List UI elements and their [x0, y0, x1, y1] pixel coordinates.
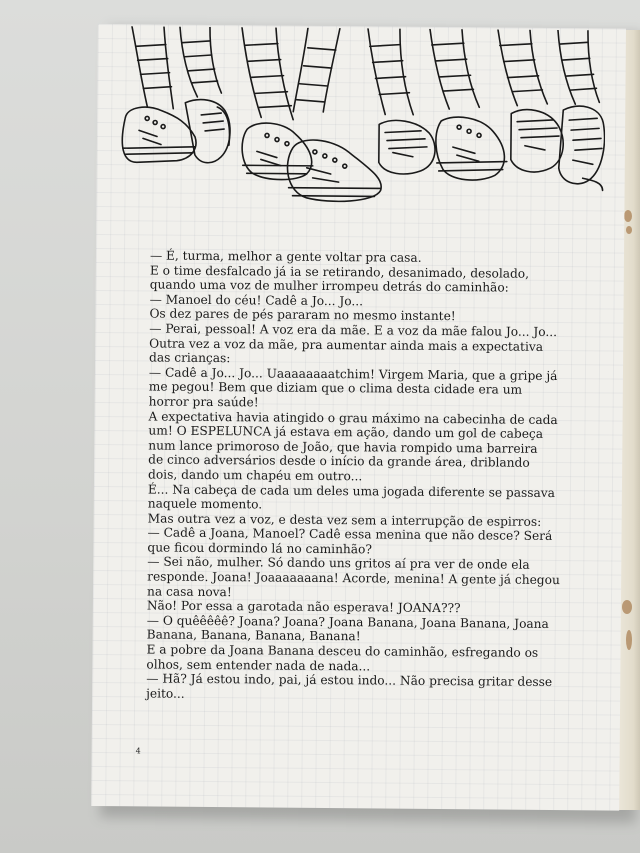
text-line: olhos, sem entender nada de nada...: [146, 657, 371, 674]
text-line: — O quêêêêê? Joana? Joana? Joana Banana, Joana Banana, Joana: [146, 613, 549, 631]
stain-mark: [626, 630, 632, 650]
stain-mark: [622, 600, 632, 614]
text-line: — Manoel do céu! Cadê a Jo... Jo...: [149, 292, 364, 309]
text-line: — É, turma, melhor a gente voltar pra casa.: [149, 248, 422, 265]
text-line: num lance primoroso de João, que havia rompido uma barreira: [148, 438, 538, 456]
text-line: um! O ESPELUNCA já estava em ação, dando um gol de cabeça: [148, 423, 544, 442]
text-line: Os dez pares de pés pararam no mesmo instante!: [149, 306, 456, 324]
text-line: que ficou dormindo lá no caminhão?: [147, 540, 373, 557]
text-line: me pegou! Bem que diziam que o clima desta cidade era um: [148, 379, 523, 398]
text-line: Banana, Banana, Banana, Banana!: [146, 627, 361, 644]
text-line: das crianças:: [149, 350, 231, 366]
text-line: naquele momento.: [147, 496, 263, 512]
text-line: E a pobre da Joana Banana desceu do caminhão, esfregando os: [146, 642, 539, 660]
text-line: A expectativa havia atingido o grau máximo na cabecinha de cada: [148, 408, 558, 427]
story-text: [146, 248, 580, 704]
kids-legs-sneakers-illustration: [116, 26, 606, 220]
text-line: — Perai, pessoal! A voz era da mãe. E a voz da mãe falou Jo... Jo...: [149, 321, 558, 339]
text-line: responde. Joana! Joaaaaaaana! Acorde, menina! A gente já chegou: [147, 569, 560, 588]
text-line: dois, dando um chapéu em outro...: [148, 467, 363, 484]
text-line: jeito...: [146, 686, 185, 701]
text-line: Mas outra vez a voz, e desta vez sem a interrupção de espirros:: [147, 511, 542, 529]
text-line: na casa nova!: [146, 584, 232, 599]
text-line: horror pra saúde!: [148, 394, 259, 410]
text-line: — Cadê a Jo... Jo... Uaaaaaaaatchim! Virgem Maria, que a gripe já: [148, 365, 558, 383]
text-line: de cinco adversários desde o início da grande área, driblando: [148, 452, 530, 471]
text-line: — Hã? Já estou indo, pai, já estou indo... Não precisa gritar desse: [146, 671, 553, 690]
text-line: Outra vez a voz da mãe, pra aumentar ainda mais a expectativa: [149, 336, 544, 354]
text-line: É... Na cabeça de cada um deles uma jogada diferente se passava: [147, 481, 556, 500]
text-line: Não! Por essa a garotada não esperava! JOANA???: [146, 598, 461, 616]
text-line: — Sei não, mulher. Só dando uns gritos aí pra ver de onde ela: [147, 554, 530, 573]
stain-mark: [624, 210, 632, 222]
text-line: — Cadê a Joana, Manoel? Cadê essa menina que não desce? Será: [147, 525, 553, 544]
stain-mark: [626, 226, 632, 234]
book-page: [91, 24, 626, 811]
page-number: 4: [135, 746, 141, 756]
text-line: quando uma voz de mulher irrompeu detrás do caminhão:: [149, 277, 509, 295]
text-line: E o time desfalcado já ia se retirando, desanimado, desolado,: [149, 263, 530, 281]
